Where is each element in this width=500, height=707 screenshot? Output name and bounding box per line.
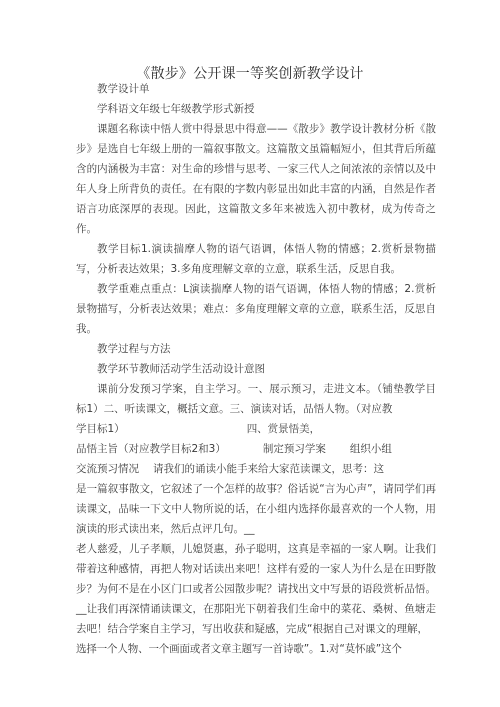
heading-process-method: 教学过程与方法 bbox=[97, 343, 171, 355]
table-cell: 学目标1） bbox=[76, 423, 125, 435]
paragraph-material-analysis: 课题名称读中悟人赏中得景思中得意——《散步》教学设计教材分析《散步》是选自七年级上册的一篇叙事散文。这篇散文虽篇幅短小，但其背后所蕴含的内涵极为丰富：对生命的珍惜与思考、一家三代人之间浓浓的亲情以及中年人身上所背负的责任。在有限的字数内彰显出如此丰富的内涵，自然是作者语言功底深厚的表现。因此，这篇散文多年来被选入初中教材，成为传奇之作。 bbox=[76, 123, 436, 235]
table-cell: 四、赏景悟美， bbox=[246, 423, 321, 435]
table-cell: 品悟主旨（对应教学目标2和3） bbox=[76, 443, 226, 455]
paragraph-story: 是一篇叙事散文，它叙述了一个怎样的故事？俗话说“言为心声”，请同学们再读课文，品味一下文中人物所说的话，在小组内选择你最喜欢的一个人物，用演读的形式读出来，然后点评几句。__ bbox=[76, 483, 436, 535]
paragraph-teaching-goals: 教学目标1.演读揣摩人物的语气语调，体悟人物的情感；2.赏析景物描写，分析表达效果；3.多角度理解文章的立意，联系生活，反思自我。 bbox=[76, 243, 436, 275]
heading-process-table: 教学环节教师活动学生活动设计意图 bbox=[97, 363, 265, 375]
paragraph-poem-task: 选择一个人物、一个画面或者文章主题写一首诗歌”。1.对“莫怀戚”这个 bbox=[76, 643, 402, 655]
table-cell: 组织小组 bbox=[349, 443, 392, 455]
table-row bbox=[76, 459, 436, 479]
heading-design-sheet: 教学设计单 bbox=[97, 83, 150, 95]
document-title: 《散步》公开课一等奖创新教学设计 bbox=[136, 66, 364, 82]
table-cell: 制定预习学案 bbox=[262, 443, 326, 455]
paragraph-preview: 课前分发预习学案，自主学习。一、展示预习，走进文本。（铺垫教学目标1）二、听读课文，概括文意。三、演读对话，品悟人物。（对应教 bbox=[76, 383, 436, 415]
subject-grade-line: 学科语文年级七年级教学形式新授 bbox=[97, 103, 255, 115]
document-body bbox=[76, 79, 436, 659]
paragraph-key-points: 教学重难点重点：L演读揣摩人物的语气语调，体悟人物的情感；2.赏析景物描写，分析表达效果；难点：多角度理解文章的立意，联系生活，反思自我。 bbox=[76, 283, 436, 335]
table-cell: 请我们的诵读小能手来给大家范读课文，思考：这 bbox=[153, 463, 384, 475]
table-row bbox=[76, 419, 436, 439]
paragraph-family: 老人慈爱，儿子孝顺，儿媳贤惠，孙子聪明，这真是幸福的一家人啊。让我们带着这种感情，再把人物对话读出来吧！这样有爱的一家人为什么是在田野散步？为何不是在小区门口或者公园散步呢？请找出文中写景的语段赏析品悟。__让我们再深情诵读课文，在那阳光下朝着我们生命中的菜花、桑树、鱼塘走去吧！结合学案自主学习，写出收获和疑感，完成“根据自己对课文的理解， bbox=[76, 543, 436, 635]
table-cell: 交流预习情况 bbox=[76, 463, 139, 475]
table-row bbox=[76, 439, 436, 459]
